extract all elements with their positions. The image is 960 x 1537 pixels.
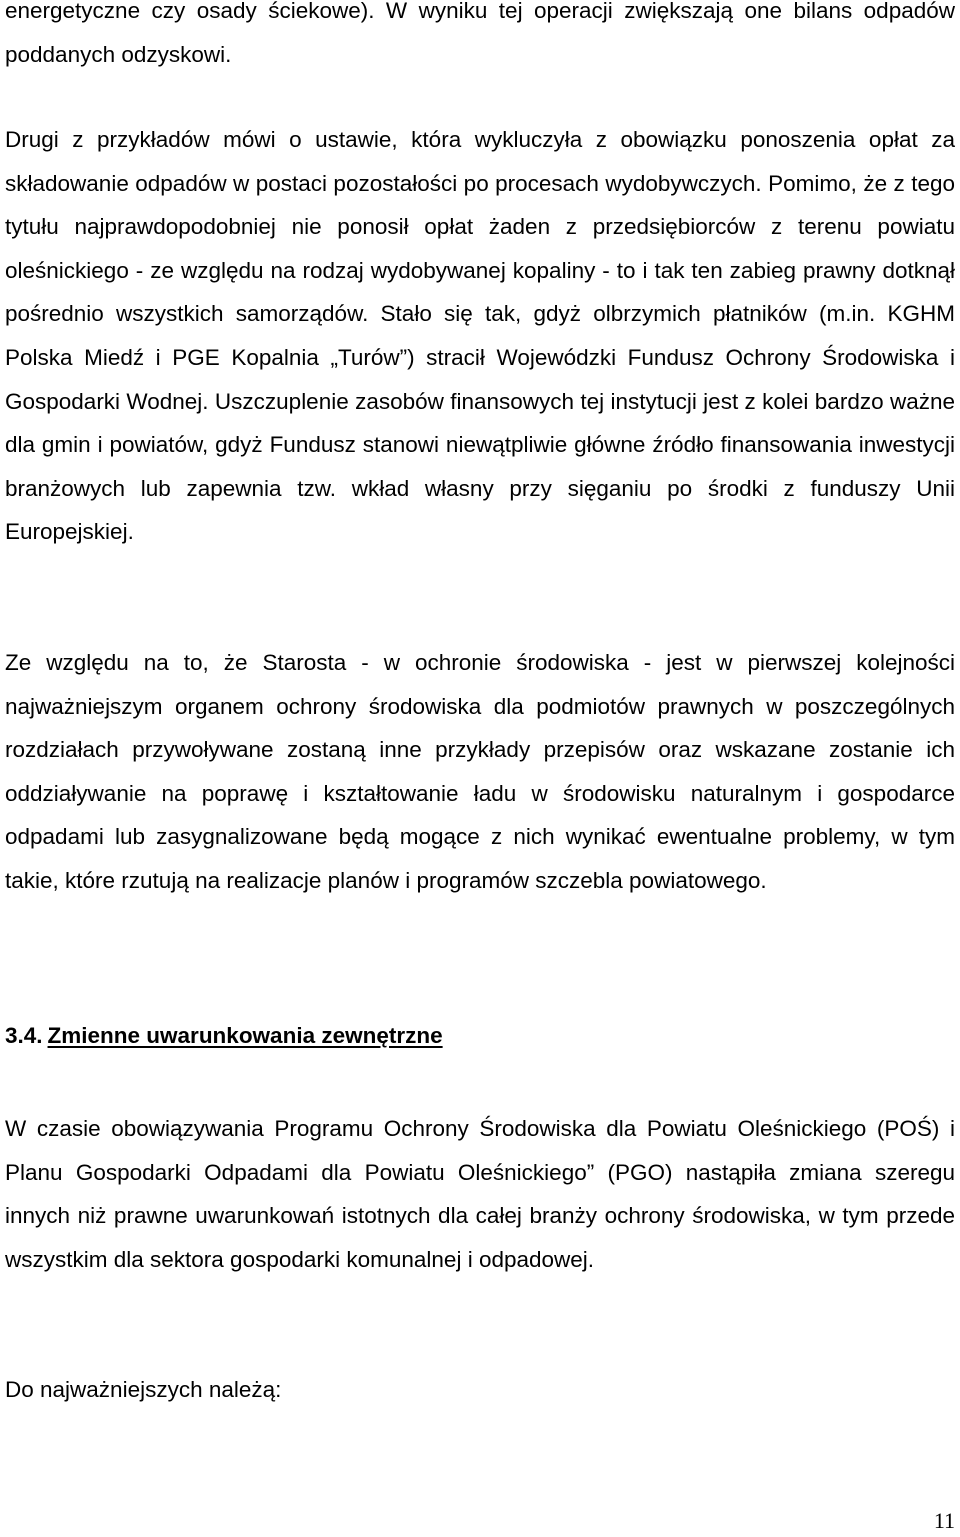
- paragraph-fee-exemption: Drugi z przykładów mówi o ustawie, która wykluczyła z obowiązku ponoszenia opłat za składowanie odpadów w postaci pozostałości po procesach wydobywczych. Pomimo, że z tego tytułu najprawdopodobniej nie ponosił opłat żaden z przedsiębiorców z terenu powiatu oleśnickiego - ze względu na rodzaj wydobywanej kopaliny - to i tak ten zabieg prawny dotknął pośrednio wszystkich samorządów. Stało się tak, gdyż olbrzymich płatników (m.in. KGHM Polska Miedź i PGE Kopalnia „Turów”) stracił Wojewódzki Fundusz Ochrony Środowiska i Gospodarki Wodnej. Uszczuplenie zasobów finansowych tej instytucji jest z kolei bardzo ważne dla gmin i powiatów, gdyż Fundusz stanowi niewątpliwie główne źródło finansowania inwestycji branżowych lub zapewnia tzw. wkład własny przy sięganiu po środki z funduszy Unii Europejskiej.: [5, 127, 955, 545]
- page-number: 11: [933, 1508, 955, 1533]
- section-number: 3.4.: [5, 1023, 43, 1048]
- paragraph-external-conditions: W czasie obowiązywania Programu Ochrony Środowiska dla Powiatu Oleśnickiego (POŚ) i Planu Gospodarki Odpadami dla Powiatu Oleśnickiego” (PGO) nastąpiła zmiana szeregu innych niż prawne uwarunkowań istotnych dla całej branży ochrony środowiska, w tym przede wszystkim dla sektora gospodarki komunalnej i odpadowej.: [5, 1116, 955, 1272]
- paragraph-continuation: energetyczne czy osady ściekowe). W wyniku tej operacji zwiększają one bilans odpadów poddanych odzyskowi.: [5, 0, 955, 67]
- paragraph-starosta: Ze względu na to, że Starosta - w ochronie środowiska - jest w pierwszej kolejności najważniejszym organem ochrony środowiska dla podmiotów prawnych w poszczególnych rozdziałach przywoływane zostaną inne przykłady przepisów oraz wskazane zostanie ich oddziaływanie na poprawę i kształtowanie ładu w środowisku naturalnym i gospodarce odpadami lub zasygnalizowane będą mogące z nich wynikać ewentualne problemy, w tym takie, które rzutują na realizacje planów i programów szczebla powiatowego.: [5, 650, 955, 893]
- section-heading: [5, 1014, 443, 1058]
- paragraph-list-intro: Do najważniejszych należą:: [5, 1377, 282, 1402]
- section-title: Zmienne uwarunkowania zewnętrzne: [47, 1023, 443, 1048]
